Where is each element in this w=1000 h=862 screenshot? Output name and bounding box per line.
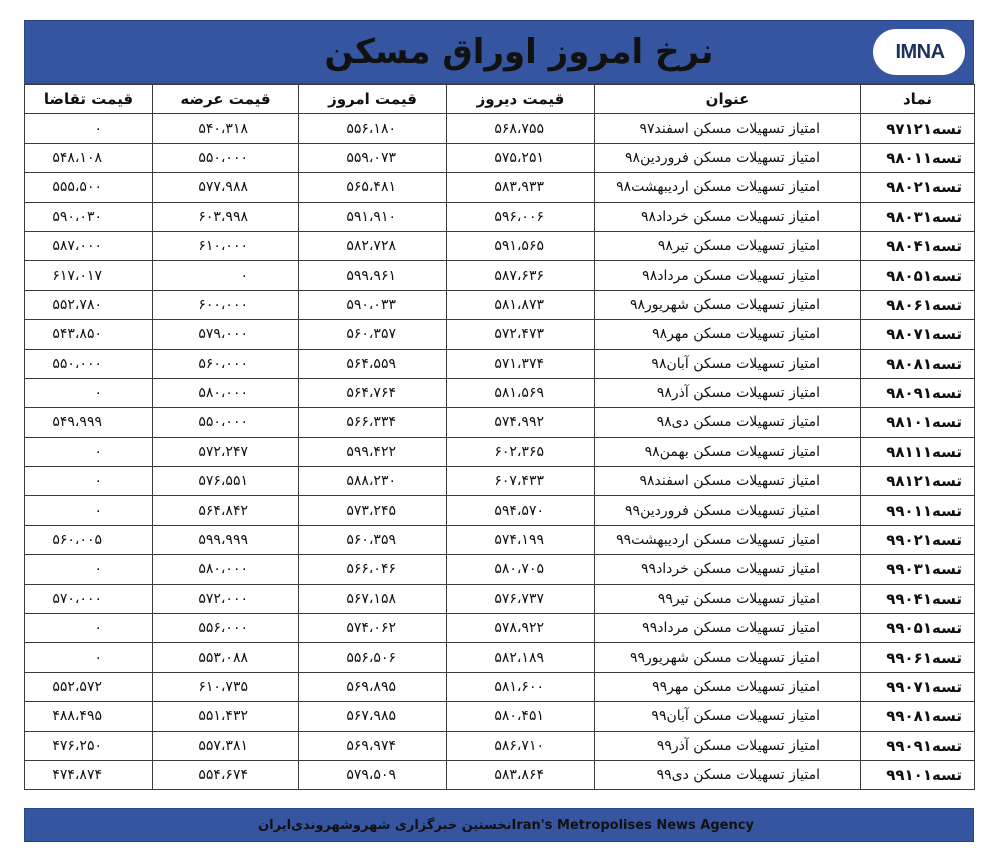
logo-text: IMNA <box>895 40 945 63</box>
symbol-cell: تسه۹۸۰۱۱ <box>861 143 975 172</box>
today-price-cell: ۵۸۸،۲۳۰ <box>299 467 447 496</box>
demand-price-cell: ۰ <box>25 437 153 466</box>
column-header-offer-price: قیمت عرضه <box>153 85 299 114</box>
title-cell: امتیاز تسهیلات مسکن آبان۹۹ <box>595 702 861 731</box>
today-price-cell: ۵۵۶،۱۸۰ <box>299 114 447 143</box>
price-sheet <box>24 20 974 842</box>
symbol-cell: تسه۹۹۰۵۱ <box>861 614 975 643</box>
demand-price-cell: ۵۸۷،۰۰۰ <box>25 231 153 260</box>
symbol-cell: تسه۹۸۱۰۱ <box>861 408 975 437</box>
title-cell: امتیاز تسهیلات مسکن دی۹۹ <box>595 760 861 789</box>
table-row <box>25 231 975 260</box>
demand-price-cell: ۰ <box>25 555 153 584</box>
title-cell: امتیاز تسهیلات مسکن شهریور۹۹ <box>595 643 861 672</box>
price-table <box>24 84 975 790</box>
imna-logo <box>873 29 965 75</box>
symbol-cell: تسه۹۷۱۲۱ <box>861 114 975 143</box>
demand-price-cell: ۴۷۶،۲۵۰ <box>25 731 153 760</box>
title-cell: امتیاز تسهیلات مسکن مرداد۹۸ <box>595 261 861 290</box>
yesterday-price-cell: ۵۷۲،۴۷۳ <box>447 320 595 349</box>
yesterday-price-cell: ۵۸۱،۵۶۹ <box>447 378 595 407</box>
title-cell: امتیاز تسهیلات مسکن مهر۹۹ <box>595 672 861 701</box>
column-header-today-price: قیمت امروز <box>299 85 447 114</box>
demand-price-cell: ۰ <box>25 378 153 407</box>
table-row <box>25 290 975 319</box>
today-price-cell: ۵۶۷،۱۵۸ <box>299 584 447 613</box>
title-cell: امتیاز تسهیلات مسکن دی۹۸ <box>595 408 861 437</box>
title-cell: امتیاز تسهیلات مسکن فروردین۹۸ <box>595 143 861 172</box>
title-cell: امتیاز تسهیلات مسکن اسفند۹۸ <box>595 467 861 496</box>
offer-price-cell: ۵۷۷،۹۸۸ <box>153 173 299 202</box>
offer-price-cell: ۵۶۴،۸۴۲ <box>153 496 299 525</box>
symbol-cell: تسه۹۸۰۲۱ <box>861 173 975 202</box>
today-price-cell: ۵۷۳،۲۴۵ <box>299 496 447 525</box>
yesterday-price-cell: ۵۸۶،۷۱۰ <box>447 731 595 760</box>
today-price-cell: ۵۹۹،۴۲۲ <box>299 437 447 466</box>
symbol-cell: تسه۹۹۰۲۱ <box>861 525 975 554</box>
table-row <box>25 496 975 525</box>
offer-price-cell: ۵۵۳،۰۸۸ <box>153 643 299 672</box>
symbol-cell: تسه۹۸۰۳۱ <box>861 202 975 231</box>
table-row <box>25 114 975 143</box>
title-cell: امتیاز تسهیلات مسکن مرداد۹۹ <box>595 614 861 643</box>
demand-price-cell: ۴۷۴،۸۷۴ <box>25 760 153 789</box>
symbol-cell: تسه۹۹۰۸۱ <box>861 702 975 731</box>
yesterday-price-cell: ۵۷۶،۷۳۷ <box>447 584 595 613</box>
today-price-cell: ۵۶۴،۵۵۹ <box>299 349 447 378</box>
table-row <box>25 525 975 554</box>
offer-price-cell: ۰ <box>153 261 299 290</box>
offer-price-cell: ۵۵۷،۳۸۱ <box>153 731 299 760</box>
table-row <box>25 555 975 584</box>
today-price-cell: ۵۶۴،۷۶۴ <box>299 378 447 407</box>
yesterday-price-cell: ۵۸۲،۱۸۹ <box>447 643 595 672</box>
today-price-cell: ۵۶۹،۸۹۵ <box>299 672 447 701</box>
footer-text-persian: نخستین خبرگزاری شهروشهروندی‌ایران <box>258 817 512 833</box>
offer-price-cell: ۵۵۶،۰۰۰ <box>153 614 299 643</box>
column-header-title: عنوان <box>595 85 861 114</box>
yesterday-price-cell: ۵۷۵،۲۵۱ <box>447 143 595 172</box>
title-cell: امتیاز تسهیلات مسکن آذر۹۹ <box>595 731 861 760</box>
column-header-yesterday-price: قیمت دیروز <box>447 85 595 114</box>
yesterday-price-cell: ۵۸۰،۷۰۵ <box>447 555 595 584</box>
offer-price-cell: ۶۰۰،۰۰۰ <box>153 290 299 319</box>
today-price-cell: ۵۶۶،۳۳۴ <box>299 408 447 437</box>
demand-price-cell: ۵۵۰،۰۰۰ <box>25 349 153 378</box>
title-cell: امتیاز تسهیلات مسکن تیر۹۹ <box>595 584 861 613</box>
table-row <box>25 702 975 731</box>
logo-mark <box>893 41 944 64</box>
yesterday-price-cell: ۶۰۲،۳۶۵ <box>447 437 595 466</box>
offer-price-cell: ۶۰۳،۹۹۸ <box>153 202 299 231</box>
table-row <box>25 202 975 231</box>
today-price-cell: ۵۹۰،۰۳۳ <box>299 290 447 319</box>
offer-price-cell: ۵۵۰،۰۰۰ <box>153 143 299 172</box>
symbol-cell: تسه۹۹۰۷۱ <box>861 672 975 701</box>
demand-price-cell: ۵۵۵،۵۰۰ <box>25 173 153 202</box>
offer-price-cell: ۵۸۰،۰۰۰ <box>153 378 299 407</box>
symbol-cell: تسه۹۹۰۳۱ <box>861 555 975 584</box>
title-cell: امتیاز تسهیلات مسکن اسفند۹۷ <box>595 114 861 143</box>
symbol-cell: تسه۹۸۰۷۱ <box>861 320 975 349</box>
title-cell: امتیاز تسهیلات مسکن تیر۹۸ <box>595 231 861 260</box>
table-row <box>25 672 975 701</box>
demand-price-cell: ۵۵۲،۵۷۲ <box>25 672 153 701</box>
yesterday-price-cell: ۵۹۶،۰۰۶ <box>447 202 595 231</box>
today-price-cell: ۵۵۶،۵۰۶ <box>299 643 447 672</box>
page-title: نرخ امروز اوراق مسکن <box>324 32 714 72</box>
offer-price-cell: ۵۷۶،۵۵۱ <box>153 467 299 496</box>
title-cell: امتیاز تسهیلات مسکن آبان۹۸ <box>595 349 861 378</box>
yesterday-price-cell: ۵۷۴،۹۹۲ <box>447 408 595 437</box>
demand-price-cell: ۵۹۰،۰۳۰ <box>25 202 153 231</box>
title-cell: امتیاز تسهیلات مسکن فروردین۹۹ <box>595 496 861 525</box>
today-price-cell: ۵۷۴،۰۶۲ <box>299 614 447 643</box>
symbol-cell: تسه۹۸۰۶۱ <box>861 290 975 319</box>
today-price-cell: ۵۹۹،۹۶۱ <box>299 261 447 290</box>
today-price-cell: ۵۶۵،۴۸۱ <box>299 173 447 202</box>
demand-price-cell: ۴۸۸،۴۹۵ <box>25 702 153 731</box>
title-cell: امتیاز تسهیلات مسکن آذر۹۸ <box>595 378 861 407</box>
footer-banner <box>24 808 974 842</box>
column-header-symbol: نماد <box>861 85 975 114</box>
today-price-cell: ۵۶۶،۰۴۶ <box>299 555 447 584</box>
symbol-cell: تسه۹۸۰۴۱ <box>861 231 975 260</box>
today-price-cell: ۵۷۹،۵۰۹ <box>299 760 447 789</box>
demand-price-cell: ۵۵۲،۷۸۰ <box>25 290 153 319</box>
yesterday-price-cell: ۵۷۱،۳۷۴ <box>447 349 595 378</box>
demand-price-cell: ۰ <box>25 496 153 525</box>
offer-price-cell: ۶۱۰،۰۰۰ <box>153 231 299 260</box>
offer-price-cell: ۵۵۰،۰۰۰ <box>153 408 299 437</box>
offer-price-cell: ۵۵۱،۴۳۲ <box>153 702 299 731</box>
yesterday-price-cell: ۵۸۳،۹۳۳ <box>447 173 595 202</box>
offer-price-cell: ۵۹۹،۹۹۹ <box>153 525 299 554</box>
offer-price-cell: ۵۷۲،۲۴۷ <box>153 437 299 466</box>
title-cell: امتیاز تسهیلات مسکن خرداد۹۹ <box>595 555 861 584</box>
footer-text-english: Iran's Metropolises News Agency <box>511 817 754 833</box>
offer-price-cell: ۵۶۰،۰۰۰ <box>153 349 299 378</box>
title-cell: امتیاز تسهیلات مسکن خرداد۹۸ <box>595 202 861 231</box>
table-row <box>25 320 975 349</box>
demand-price-cell: ۶۱۷،۰۱۷ <box>25 261 153 290</box>
demand-price-cell: ۵۴۸،۱۰۸ <box>25 143 153 172</box>
today-price-cell: ۵۸۲،۷۲۸ <box>299 231 447 260</box>
symbol-cell: تسه۹۸۰۵۱ <box>861 261 975 290</box>
yesterday-price-cell: ۵۶۸،۷۵۵ <box>447 114 595 143</box>
yesterday-price-cell: ۵۸۷،۶۳۶ <box>447 261 595 290</box>
yesterday-price-cell: ۵۸۱،۶۰۰ <box>447 672 595 701</box>
offer-price-cell: ۵۴۰،۳۱۸ <box>153 114 299 143</box>
table-row <box>25 261 975 290</box>
yesterday-price-cell: ۶۰۷،۴۳۳ <box>447 467 595 496</box>
title-cell: امتیاز تسهیلات مسکن اردیبهشت۹۸ <box>595 173 861 202</box>
today-price-cell: ۵۶۷،۹۸۵ <box>299 702 447 731</box>
offer-price-cell: ۵۸۰،۰۰۰ <box>153 555 299 584</box>
yesterday-price-cell: ۵۸۰،۴۵۱ <box>447 702 595 731</box>
today-price-cell: ۵۶۰،۳۵۷ <box>299 320 447 349</box>
symbol-cell: تسه۹۸۱۱۱ <box>861 437 975 466</box>
title-cell: امتیاز تسهیلات مسکن مهر۹۸ <box>595 320 861 349</box>
symbol-cell: تسه۹۹۰۹۱ <box>861 731 975 760</box>
symbol-cell: تسه۹۸۱۲۱ <box>861 467 975 496</box>
demand-price-cell: ۰ <box>25 614 153 643</box>
demand-price-cell: ۰ <box>25 467 153 496</box>
table-row <box>25 408 975 437</box>
today-price-cell: ۵۶۹،۹۷۴ <box>299 731 447 760</box>
yesterday-price-cell: ۵۸۱،۸۷۳ <box>447 290 595 319</box>
today-price-cell: ۵۶۰،۳۵۹ <box>299 525 447 554</box>
table-body <box>25 114 975 790</box>
demand-price-cell: ۵۷۰،۰۰۰ <box>25 584 153 613</box>
column-header-demand-price: قیمت تقاضا <box>25 85 153 114</box>
yesterday-price-cell: ۵۷۴،۱۹۹ <box>447 525 595 554</box>
demand-price-cell: ۰ <box>25 114 153 143</box>
demand-price-cell: ۵۶۰،۰۰۵ <box>25 525 153 554</box>
table-row <box>25 731 975 760</box>
table-row <box>25 614 975 643</box>
symbol-cell: تسه۹۹۰۴۱ <box>861 584 975 613</box>
demand-price-cell: ۵۴۳،۸۵۰ <box>25 320 153 349</box>
table-row <box>25 760 975 789</box>
table-row <box>25 143 975 172</box>
title-cell: امتیاز تسهیلات مسکن بهمن۹۸ <box>595 437 861 466</box>
offer-price-cell: ۵۵۴،۶۷۴ <box>153 760 299 789</box>
title-banner <box>24 20 974 84</box>
table-header-row <box>25 85 975 114</box>
symbol-cell: تسه۹۹۰۱۱ <box>861 496 975 525</box>
table-row <box>25 584 975 613</box>
today-price-cell: ۵۵۹،۰۷۳ <box>299 143 447 172</box>
table-row <box>25 437 975 466</box>
symbol-cell: تسه۹۹۰۶۱ <box>861 643 975 672</box>
offer-price-cell: ۵۷۹،۰۰۰ <box>153 320 299 349</box>
title-cell: امتیاز تسهیلات مسکن شهریور۹۸ <box>595 290 861 319</box>
title-cell: امتیاز تسهیلات مسکن اردیبهشت۹۹ <box>595 525 861 554</box>
yesterday-price-cell: ۵۹۱،۵۶۵ <box>447 231 595 260</box>
offer-price-cell: ۶۱۰،۷۳۵ <box>153 672 299 701</box>
table-row <box>25 173 975 202</box>
offer-price-cell: ۵۷۲،۰۰۰ <box>153 584 299 613</box>
demand-price-cell: ۵۴۹،۹۹۹ <box>25 408 153 437</box>
table-row <box>25 378 975 407</box>
table-row <box>25 643 975 672</box>
table-row <box>25 467 975 496</box>
yesterday-price-cell: ۵۹۴،۵۷۰ <box>447 496 595 525</box>
symbol-cell: تسه۹۸۰۹۱ <box>861 378 975 407</box>
symbol-cell: تسه۹۸۰۸۱ <box>861 349 975 378</box>
today-price-cell: ۵۹۱،۹۱۰ <box>299 202 447 231</box>
symbol-cell: تسه۹۹۱۰۱ <box>861 760 975 789</box>
demand-price-cell: ۰ <box>25 643 153 672</box>
yesterday-price-cell: ۵۷۸،۹۲۲ <box>447 614 595 643</box>
yesterday-price-cell: ۵۸۳،۸۶۴ <box>447 760 595 789</box>
table-row <box>25 349 975 378</box>
